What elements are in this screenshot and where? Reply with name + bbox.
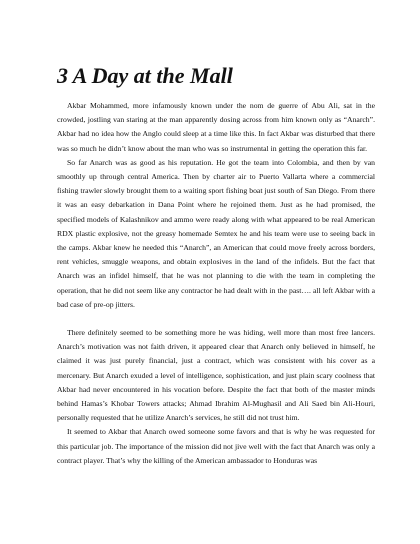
- chapter-body: [57, 99, 375, 468]
- paragraph-4: It seemed to Akbar that Anarch owed someone some favors and that is why he was requested for this particular job. The importance of the mission did not jive well with the fact that Anarch was only a contract player. That’s why the killing of the American ambassador to Honduras was: [57, 427, 375, 465]
- paragraph-2: So far Anarch was as good as his reputation. He got the team into Colombia, and then by van smoothly up through central America. Then by charter air to Puerto Vallarta where a commercial fishing trawler slowly brought them to a waiting sport fishing boat just south of San Diego. From there it was an easy debarkation in Dana Point where he rejoined them. Just as he had promised, the specified models of Kalashnikov and ammo were ready along with what appeared to be real American RDX plastic explosive, not the greasy homemade Semtex he and his team were use to seeing back in the camps. Akbar knew he needed this “Anarch”, an American that could move freely across borders, rent vehicles, smuggle weapons, and obtain explosives in the land of the infidels. But the fact that Anarch was an infidel himself, that he was not planning to die with the team in completing the operation, that he did not seem like any contractor he had dealt with in the past…. all left Akbar with a bad case of pre-op jitters.: [57, 157, 375, 309]
- chapter-title: 3 A Day at the Mall: [57, 63, 233, 88]
- paragraph-1: Akbar Mohammed, more infamously known under the nom de guerre of Abu Ali, sat in the crowded, jostling van staring at the man apparently dosing across from him known only as “Anarch”. Akbar had no idea how the Anglo could sleep at a time like this. In fact Akbar was disturbed that there was so much he didn’t know about the man who was so instrumental in getting the operation this far.: [57, 101, 375, 153]
- paragraph-3: There definitely seemed to be something more he was hiding, well more than most free lancers. Anarch’s motivation was not faith driven, it appeared clear that Anarch only believed in himself, he claimed it was just purely financial, just a contract, which was consistent with his cover as a mercenary. But Anarch exuded a level of intelligence, sophistication, and just plain scary coolness that Akbar had never encountered in his vocation before. Despite the fact that both of the master minds behind Hamas’s Khobar Towers attacks; Ahmad Ibrahim Al-Mughasil and Ali Saed bin Ali-Houri, personally requested that he utilize Anarch’s services, he still did not trust him.: [57, 328, 375, 423]
